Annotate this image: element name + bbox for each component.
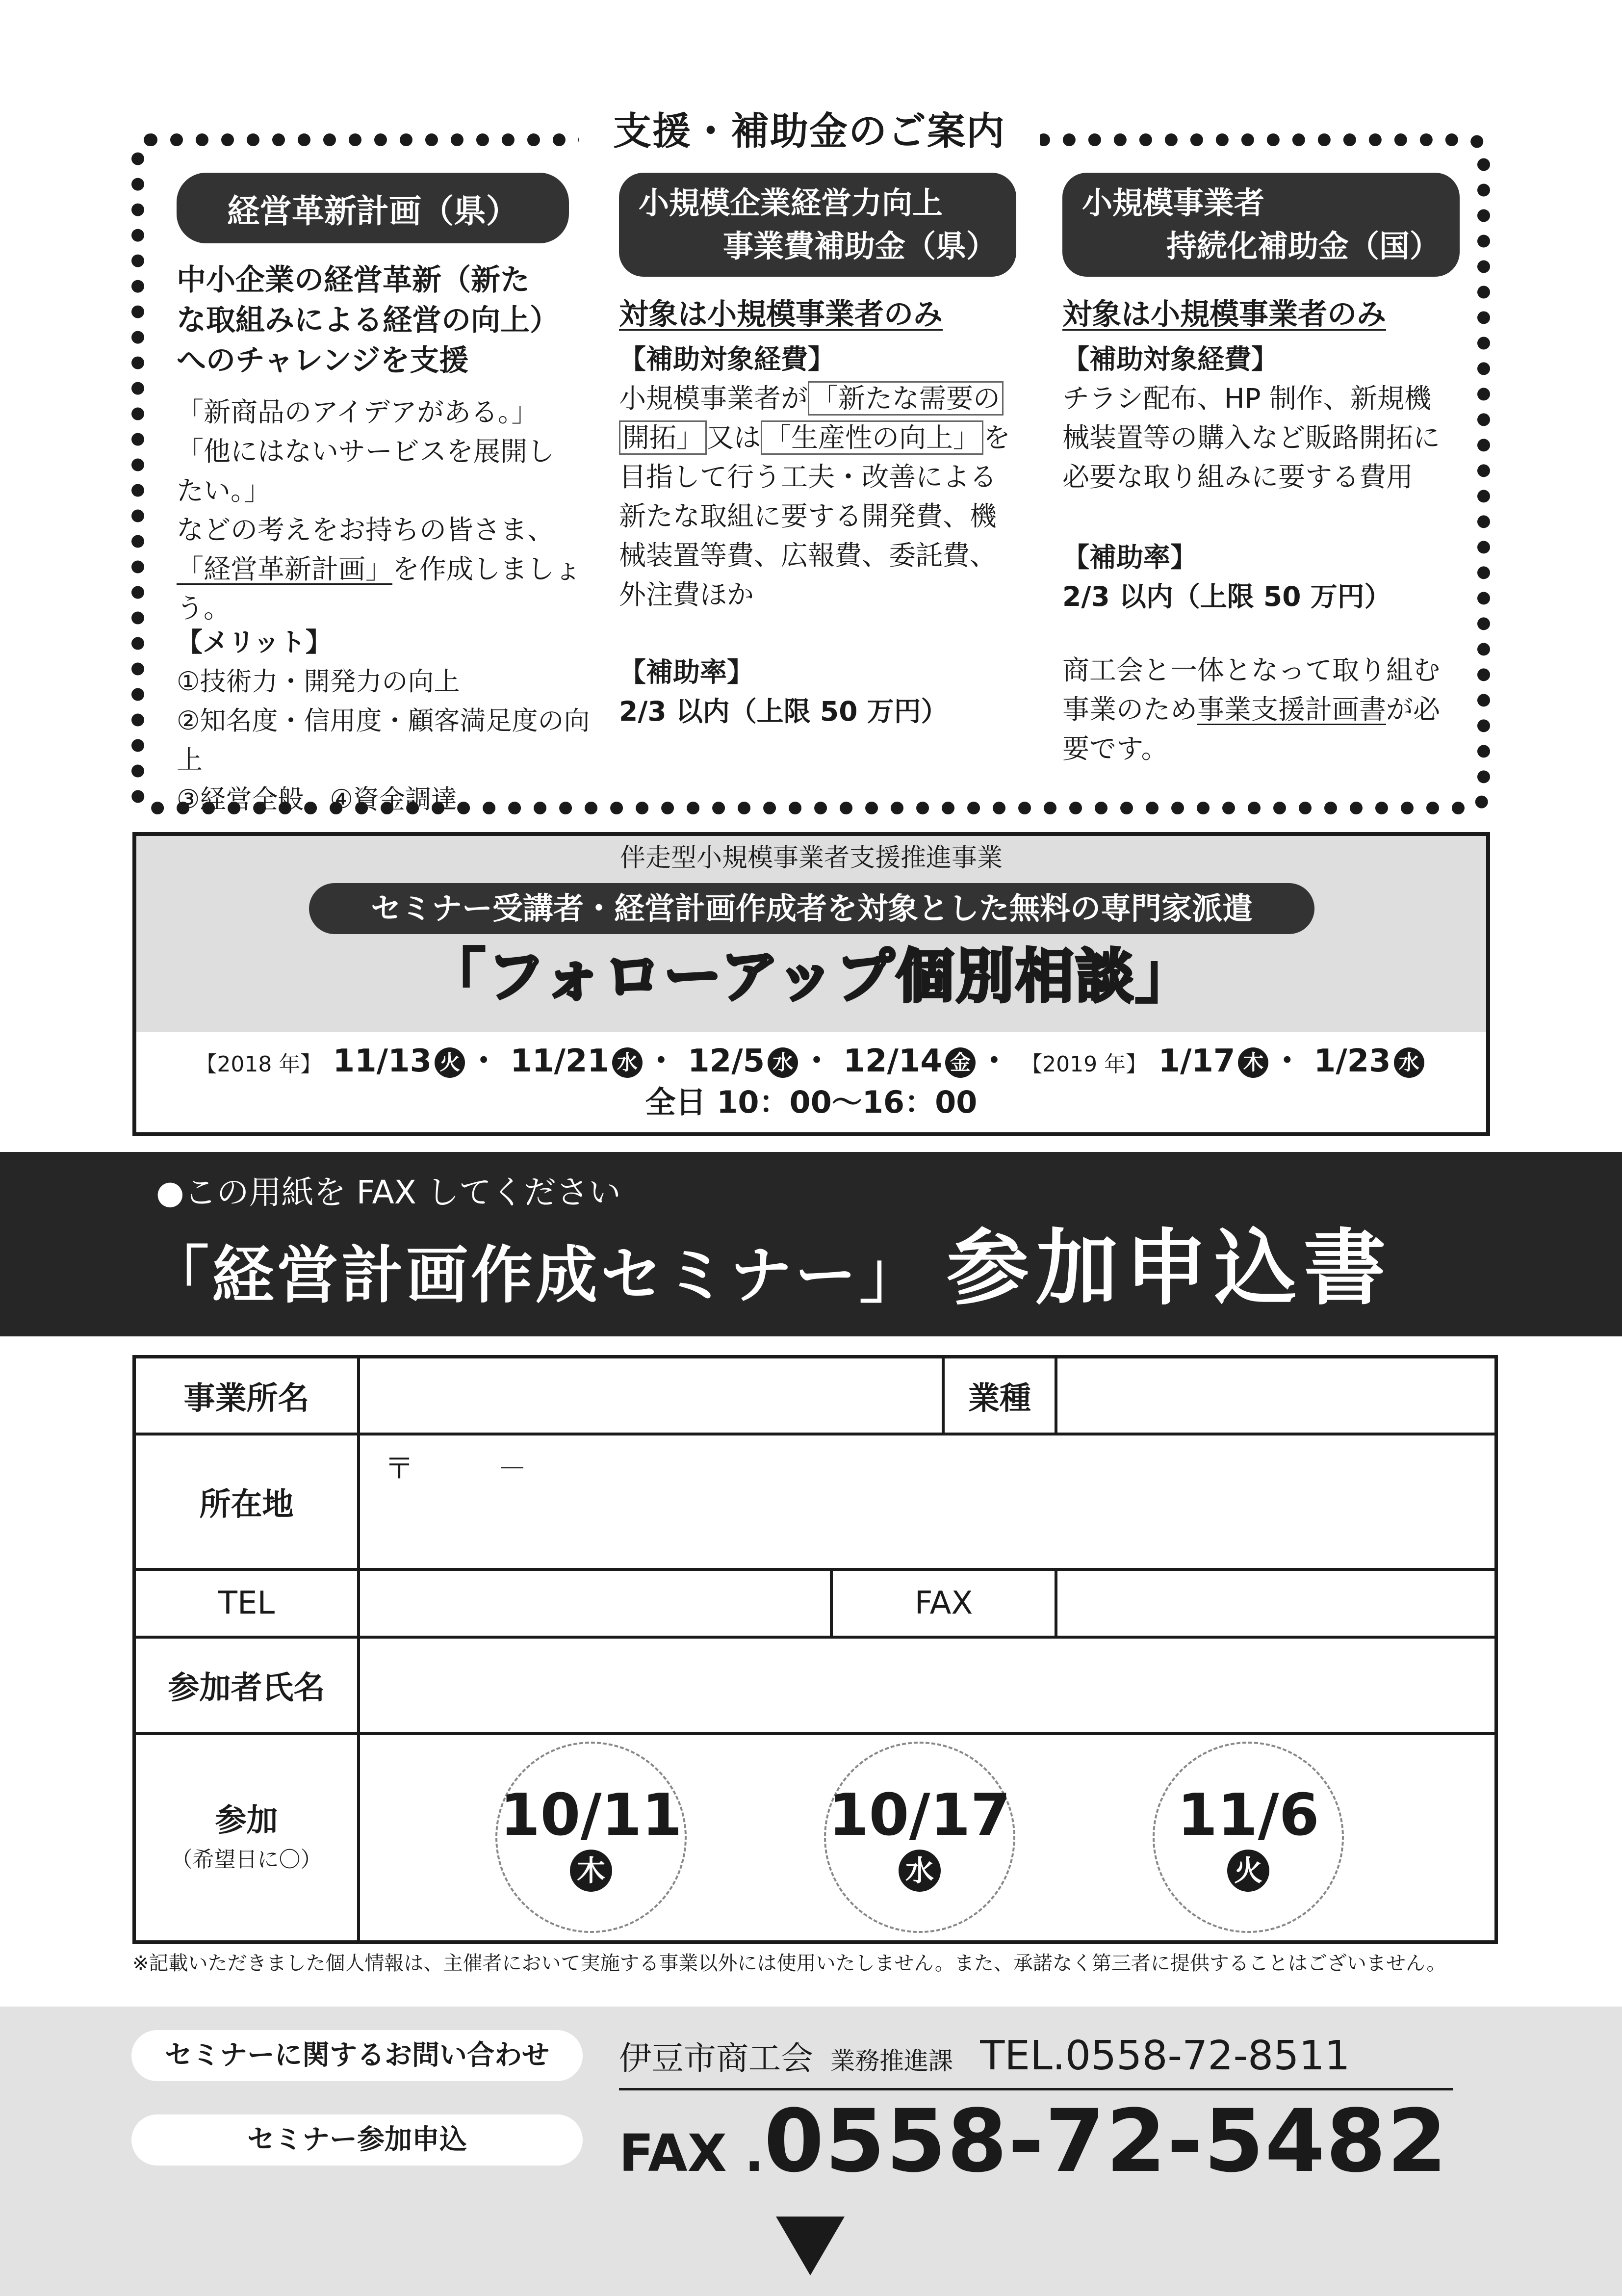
separator: ・ (801, 1043, 833, 1079)
body-line: 外注費ほか (619, 579, 754, 610)
follow-up-pill-text: セミナー受講者・経営計画作成者を対象とした無料の専門家派遣 (370, 890, 1253, 926)
body-text: 小規模事業者が (619, 383, 808, 414)
rate-title: 【補助率】 (619, 656, 754, 688)
header-line: 事業費補助金（県） (722, 228, 997, 264)
follow-date: 1/17 (1158, 1043, 1236, 1079)
highlight-text: 「生産性の向上」 (761, 420, 983, 455)
business-name-label: 事業所名 (183, 1380, 309, 1417)
jizokuka-header (1062, 173, 1460, 277)
keiei-kakushin-header-text: 経営革新計画（県） (227, 192, 518, 230)
address-label: 所在地 (199, 1487, 294, 1523)
note-line: 商工会と一体となって取り組む (1062, 654, 1441, 686)
header-line: 小規模事業者 (1082, 185, 1265, 221)
weekday-badge: 火 (435, 1047, 465, 1078)
body-line (619, 418, 1031, 457)
address-field[interactable] (360, 1435, 1494, 1568)
follow-date: 11/13 (333, 1043, 432, 1079)
date-number: 10/17 (828, 1781, 1011, 1849)
note-text: が必 (1386, 694, 1441, 725)
merit-list (177, 623, 608, 819)
separator: ・ (978, 1043, 1010, 1079)
keiei-kakushin-lead (177, 260, 589, 381)
participant-name-label: 参加者氏名 (168, 1670, 325, 1706)
col3-rate (1062, 538, 1391, 616)
organization-name: 伊豆市商工会 (619, 2039, 813, 2077)
rate-title: 【補助率】 (1062, 542, 1198, 573)
weekday-badge: 水 (612, 1047, 643, 1078)
body-line (619, 379, 1031, 418)
highlight-text: 「新たな需要の (808, 381, 1004, 416)
col3-body (1062, 339, 1474, 496)
note-line (1062, 690, 1474, 729)
fax-number-line (619, 2091, 1448, 2215)
fax-instruction: ●この用紙を FAX してください (156, 1174, 621, 1211)
keiei-kakushin-body (177, 392, 589, 628)
follow-up-title: 「フォローアップ個別相談」 (427, 942, 1195, 1010)
year-label: 【2019 年】 (1021, 1052, 1148, 1077)
body-line: 「他にはないサービスを展開し (177, 436, 555, 467)
weekday-badge: 木 (570, 1850, 612, 1892)
fax-prefix: FAX . (619, 2123, 764, 2183)
body-line: などの考えをお持ちの皆さま、 (177, 514, 555, 546)
follow-up-dates (136, 1039, 1486, 1087)
col2-target (619, 294, 943, 335)
body-line: 械装置等の購入など販路開拓に (1062, 422, 1441, 453)
note-highlight: 事業支援計画書 (1197, 694, 1387, 725)
col2-rate (619, 652, 948, 731)
lead-line: な取組みによる経営の向上） (177, 303, 559, 338)
note-text: 事業のため (1062, 694, 1198, 725)
cost-title: 【補助対象経費】 (619, 343, 835, 375)
keiei-kakushin-header (177, 173, 569, 243)
follow-up-subtitle: 伴走型小規模事業者支援推進事業 (619, 843, 1003, 873)
merit-item: ②知名度・信用度・顧客満足度の向上 (177, 706, 590, 775)
weekday-badge: 木 (1238, 1047, 1268, 1078)
privacy-notice: ※記載いただきました個人情報は、主催者において実施する事業以外には使用いたしません。また、承諾なく第三者に提供することはございません。 (132, 1952, 1446, 1975)
weekday-badge: 水 (899, 1850, 941, 1892)
attendance-note: （希望日に〇） (171, 1847, 322, 1872)
inquiry-label: セミナーに関するお問い合わせ (131, 2030, 583, 2081)
follow-date: 12/5 (688, 1043, 765, 1079)
body-line: 必要な取り組みに要する費用 (1062, 461, 1414, 493)
header-line: 小規模企業経営力向上 (639, 185, 943, 221)
body-line: 新たな取組に要する開発費、機 (619, 500, 997, 532)
body-line (177, 549, 589, 628)
attendance-label-cell (136, 1735, 357, 1940)
tel-label: TEL (218, 1585, 275, 1621)
weekday-badge: 火 (1227, 1850, 1269, 1892)
merit-title: 【メリット】 (177, 627, 332, 657)
application-form-label: 参加申込書 (946, 1220, 1393, 1316)
date-option-1011[interactable] (495, 1742, 687, 1933)
note-line: 要です。 (1062, 733, 1168, 764)
merit-item: ③経営全般 ④資金調達 (177, 784, 458, 814)
rate-value: 2/3 以内（上限 50 万円） (619, 696, 948, 727)
weekday-badge: 水 (1394, 1047, 1424, 1078)
separator: ・ (1271, 1043, 1303, 1079)
col3-note (1062, 651, 1474, 768)
weekday-badge: 金 (945, 1047, 976, 1078)
date-option-1106[interactable] (1153, 1742, 1344, 1933)
fax-field[interactable] (1057, 1571, 1494, 1636)
attendance-label: 参加 (215, 1802, 278, 1839)
industry-label: 業種 (968, 1380, 1031, 1417)
body-line: たい。」 (177, 475, 271, 506)
merit-item: ①技術力・開発力の向上 (177, 667, 460, 697)
postal-dash: － (497, 1452, 527, 1486)
follow-up-time: 全日 10：00～16：00 (645, 1084, 978, 1120)
date-number: 10/11 (500, 1781, 682, 1849)
cost-title: 【補助対象経費】 (1062, 343, 1279, 375)
body-line: チラシ配布、HP 制作、新規機 (1062, 383, 1432, 414)
col2-body (619, 339, 1031, 614)
seminar-name: 「経営計画作成セミナー」 (147, 1239, 924, 1311)
body-line: 「新商品のアイデアがある。」 (177, 396, 539, 428)
follow-date: 12/14 (843, 1043, 942, 1079)
target-text: 対象は小規模事業者のみ (1062, 297, 1386, 332)
tel-field[interactable] (360, 1571, 830, 1636)
support-section-title: 支援・補助金のご案内 (579, 107, 1040, 156)
col3-target (1062, 294, 1386, 335)
body-line: 目指して行う工夫・改善による (619, 461, 997, 493)
body-text: を作成しましょう。 (177, 553, 582, 624)
follow-date: 1/23 (1313, 1043, 1391, 1079)
date-number: 11/6 (1177, 1781, 1319, 1849)
shokibo-keieiryoku-header (619, 173, 1016, 277)
year-label: 【2018 年】 (195, 1052, 322, 1077)
postal-mark: 〒 (385, 1452, 414, 1486)
body-text: 又は (707, 422, 761, 453)
industry-field[interactable] (1057, 1358, 1494, 1433)
highlight-text: 開拓」 (619, 420, 707, 455)
lead-line: へのチャレンジを支援 (177, 343, 469, 378)
body-text: を (983, 422, 1011, 453)
weekday-badge: 水 (768, 1047, 798, 1078)
apply-label: セミナー参加申込 (131, 2114, 583, 2166)
header-line: 持続化補助金（国） (1166, 228, 1440, 264)
rate-value: 2/3 以内（上限 50 万円） (1062, 581, 1391, 612)
business-name-field[interactable] (360, 1358, 942, 1433)
lead-line: 中小企業の経営革新（新た (177, 263, 530, 297)
body-line: 械装置等費、広報費、委託費、 (619, 540, 997, 571)
department-name: 業務推進課 (830, 2047, 953, 2075)
follow-up-pill (309, 883, 1314, 934)
down-arrow-icon (776, 2217, 845, 2275)
contact-org-line (619, 2024, 1453, 2090)
separator: ・ (645, 1043, 677, 1079)
target-text: 対象は小規模事業者のみ (619, 297, 943, 332)
plan-name: 「経営革新計画」 (177, 553, 393, 585)
fax-number: 0558-72-5482 (764, 2091, 1448, 2192)
inquiry-tel: TEL.0558-72-8511 (980, 2033, 1350, 2079)
separator: ・ (468, 1043, 500, 1079)
participant-name-field[interactable] (360, 1639, 1494, 1732)
application-title (147, 1222, 1393, 1341)
date-option-1017[interactable] (824, 1742, 1015, 1933)
fax-label: FAX (914, 1585, 973, 1621)
follow-date: 11/21 (510, 1043, 609, 1079)
